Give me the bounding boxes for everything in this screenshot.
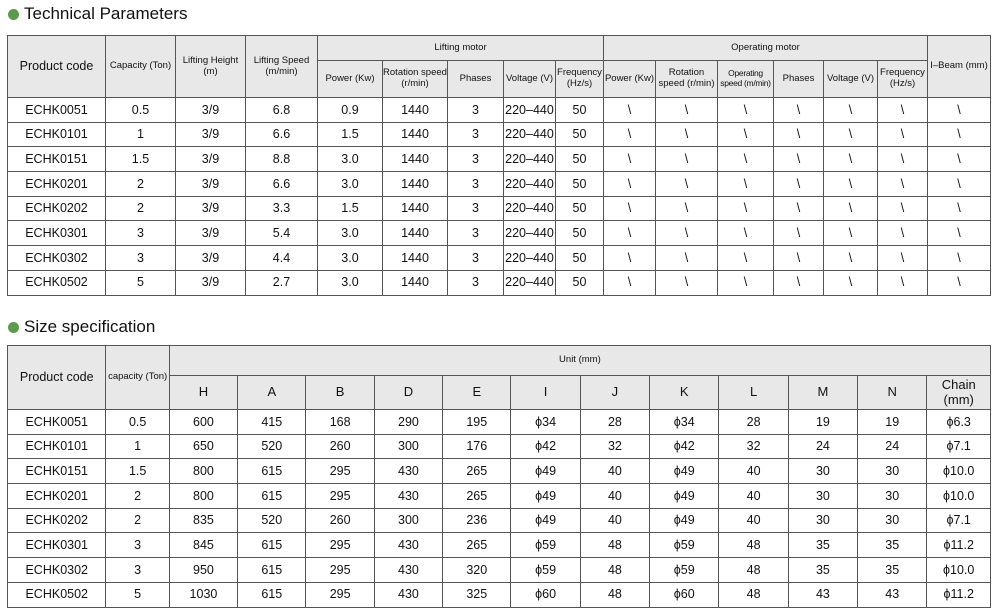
table-cell: \: [718, 147, 774, 172]
table-cell: 2.7: [246, 270, 318, 295]
group-unit: Unit (mm): [169, 346, 990, 376]
table-cell: \: [718, 172, 774, 197]
table-row: [8, 122, 991, 147]
table-cell: 320: [443, 558, 511, 583]
col-om-voltage: Voltage (V): [824, 61, 878, 98]
table-cell: 3: [448, 147, 504, 172]
table-cell: 5.4: [246, 221, 318, 246]
col-lifting-speed: Lifting Speed (m/min): [246, 36, 318, 98]
table-cell: 3.0: [318, 246, 383, 271]
table-cell: 220–440: [504, 98, 556, 123]
table-cell: ECHK0051: [8, 410, 106, 435]
table-cell: ϕ34: [650, 410, 719, 435]
table-row: [8, 196, 991, 221]
table-cell: ECHK0302: [8, 558, 106, 583]
table-cell: 48: [580, 558, 649, 583]
col-om-frequency: Frequency (Hz/s): [878, 61, 928, 98]
table-cell: ϕ59: [511, 533, 580, 558]
table-cell: \: [878, 98, 928, 123]
table-cell: 40: [719, 508, 788, 533]
table-cell: 300: [374, 434, 442, 459]
table-cell: 520: [238, 434, 306, 459]
table-cell: \: [774, 172, 824, 197]
table-cell: 50: [556, 221, 604, 246]
table-cell: 35: [858, 558, 927, 583]
col-lm-power: Power (Kw): [318, 61, 383, 98]
table-cell: \: [656, 147, 718, 172]
col-om-rotation: Rotation speed (r/min): [656, 61, 718, 98]
table-cell: 3.0: [318, 270, 383, 295]
table-cell: 30: [858, 459, 927, 484]
table-cell: 3/9: [176, 196, 246, 221]
table-cell: \: [878, 122, 928, 147]
table-cell: 28: [580, 410, 649, 435]
table-cell: ϕ49: [511, 484, 580, 509]
table-cell: 1440: [383, 246, 448, 271]
table-cell: 3/9: [176, 122, 246, 147]
table-cell: 600: [169, 410, 237, 435]
table-row: [8, 582, 991, 607]
col-capacity: capacity (Ton): [106, 346, 169, 410]
table-row: [8, 410, 991, 435]
col-d: D: [374, 376, 442, 410]
col-h: H: [169, 376, 237, 410]
table-cell: 615: [238, 459, 306, 484]
table-cell: 835: [169, 508, 237, 533]
col-om-power: Power (Kw): [604, 61, 656, 98]
table-cell: 650: [169, 434, 237, 459]
table-cell: \: [878, 147, 928, 172]
table-cell: 615: [238, 533, 306, 558]
table-cell: 3: [106, 533, 169, 558]
table-cell: ϕ49: [511, 508, 580, 533]
col-product-code: Product code: [8, 36, 106, 98]
table-cell: \: [656, 172, 718, 197]
table-cell: 800: [169, 484, 237, 509]
table-cell: 220–440: [504, 147, 556, 172]
table-cell: \: [718, 246, 774, 271]
table-cell: 3/9: [176, 221, 246, 246]
table-cell: \: [928, 196, 991, 221]
table-cell: 3: [448, 122, 504, 147]
table-cell: 43: [858, 582, 927, 607]
table-cell: 220–440: [504, 221, 556, 246]
table-cell: ECHK0151: [8, 147, 106, 172]
table-cell: 32: [580, 434, 649, 459]
table-cell: 1.5: [106, 147, 176, 172]
col-om-speed: Operating speed (m/min): [718, 61, 774, 98]
table-cell: 325: [443, 582, 511, 607]
col-n: N: [858, 376, 927, 410]
table-cell: 1440: [383, 147, 448, 172]
table-cell: 3: [448, 221, 504, 246]
table-cell: ϕ49: [650, 484, 719, 509]
table-cell: \: [656, 246, 718, 271]
table-cell: \: [774, 270, 824, 295]
table-row: [8, 558, 991, 583]
table-cell: ϕ49: [650, 508, 719, 533]
table-cell: 50: [556, 147, 604, 172]
technical-parameters-heading: [8, 4, 187, 24]
table-cell: \: [824, 122, 878, 147]
col-j: J: [580, 376, 649, 410]
col-lm-rotation: Rotation speed (r/min): [383, 61, 448, 98]
table-cell: 40: [580, 459, 649, 484]
table-cell: 50: [556, 172, 604, 197]
table-cell: 3: [448, 172, 504, 197]
table-cell: \: [604, 147, 656, 172]
table-cell: 3: [106, 221, 176, 246]
table-cell: ECHK0502: [8, 582, 106, 607]
table-cell: \: [928, 270, 991, 295]
table-cell: 30: [858, 484, 927, 509]
table-row: [8, 221, 991, 246]
table-cell: \: [718, 221, 774, 246]
table-cell: ϕ49: [511, 459, 580, 484]
table-cell: ECHK0302: [8, 246, 106, 271]
table-cell: ϕ10.0: [927, 484, 991, 509]
table-cell: 430: [374, 558, 442, 583]
table-cell: 24: [788, 434, 857, 459]
table-cell: 1.5: [318, 122, 383, 147]
table-cell: 30: [858, 508, 927, 533]
table-row: [8, 246, 991, 271]
table-cell: \: [656, 196, 718, 221]
table-row: [8, 98, 991, 123]
green-bullet-icon: [8, 9, 19, 20]
table-cell: 265: [443, 533, 511, 558]
table-cell: 32: [719, 434, 788, 459]
group-lifting-motor: Lifting motor: [318, 36, 604, 61]
table-cell: ϕ10.0: [927, 459, 991, 484]
table-cell: 615: [238, 558, 306, 583]
table-cell: 6.6: [246, 122, 318, 147]
col-om-phases: Phases: [774, 61, 824, 98]
table-cell: ϕ11.2: [927, 582, 991, 607]
table-cell: \: [656, 122, 718, 147]
table-cell: \: [824, 221, 878, 246]
table-cell: \: [718, 98, 774, 123]
group-operating-motor: Operating motor: [604, 36, 928, 61]
table-cell: ϕ6.3: [927, 410, 991, 435]
table-cell: 48: [580, 533, 649, 558]
table-cell: 3: [106, 558, 169, 583]
table-cell: ϕ7.1: [927, 508, 991, 533]
table-row: [8, 508, 991, 533]
table-cell: 8.8: [246, 147, 318, 172]
table-cell: ϕ11.2: [927, 533, 991, 558]
table-cell: 1: [106, 434, 169, 459]
table-cell: 800: [169, 459, 237, 484]
table-cell: \: [824, 270, 878, 295]
table-cell: \: [774, 196, 824, 221]
table-cell: 430: [374, 533, 442, 558]
table-cell: 1440: [383, 196, 448, 221]
table-row: [8, 533, 991, 558]
table-cell: ϕ42: [511, 434, 580, 459]
table-cell: ϕ60: [511, 582, 580, 607]
table-cell: 40: [719, 459, 788, 484]
table-cell: 5: [106, 582, 169, 607]
table-cell: 430: [374, 582, 442, 607]
col-lm-frequency: Frequency (Hz/s): [556, 61, 604, 98]
size-specification-title: Size specification: [24, 317, 156, 336]
col-chain: Chain (mm): [927, 376, 991, 410]
table-cell: ECHK0301: [8, 533, 106, 558]
table-cell: \: [878, 270, 928, 295]
col-product-code: Product code: [8, 346, 106, 410]
table-cell: \: [878, 246, 928, 271]
table-cell: \: [774, 122, 824, 147]
table-cell: \: [604, 98, 656, 123]
table-cell: \: [774, 147, 824, 172]
table-cell: 6.8: [246, 98, 318, 123]
table-cell: 2: [106, 172, 176, 197]
table-cell: \: [656, 98, 718, 123]
table-cell: \: [928, 98, 991, 123]
table-cell: \: [928, 122, 991, 147]
table-cell: \: [718, 270, 774, 295]
table-row: [8, 172, 991, 197]
table-cell: 6.6: [246, 172, 318, 197]
table-cell: 265: [443, 459, 511, 484]
table-cell: \: [824, 196, 878, 221]
col-e: E: [443, 376, 511, 410]
table-cell: 295: [306, 533, 374, 558]
table-cell: 1440: [383, 172, 448, 197]
table-cell: 290: [374, 410, 442, 435]
col-lm-voltage: Voltage (V): [504, 61, 556, 98]
table-cell: 2: [106, 484, 169, 509]
table-cell: 430: [374, 484, 442, 509]
table-cell: \: [604, 172, 656, 197]
table-cell: 295: [306, 459, 374, 484]
table-cell: ϕ60: [650, 582, 719, 607]
col-k: K: [650, 376, 719, 410]
table-cell: 1440: [383, 122, 448, 147]
table-cell: \: [604, 270, 656, 295]
table-cell: 176: [443, 434, 511, 459]
table-cell: \: [718, 196, 774, 221]
table-cell: 4.4: [246, 246, 318, 271]
table-cell: 3.0: [318, 147, 383, 172]
table-row: [8, 270, 991, 295]
table-cell: ECHK0301: [8, 221, 106, 246]
table-cell: 265: [443, 484, 511, 509]
table-cell: \: [824, 246, 878, 271]
table-cell: 950: [169, 558, 237, 583]
table-cell: 520: [238, 508, 306, 533]
table-cell: \: [656, 221, 718, 246]
table-cell: ϕ59: [650, 558, 719, 583]
table-cell: 1: [106, 122, 176, 147]
table-cell: 220–440: [504, 270, 556, 295]
table-cell: \: [824, 98, 878, 123]
table-cell: 3: [448, 196, 504, 221]
table-cell: ECHK0051: [8, 98, 106, 123]
table-cell: 3.3: [246, 196, 318, 221]
table-cell: 615: [238, 582, 306, 607]
col-lm-phases: Phases: [448, 61, 504, 98]
green-bullet-icon: [8, 322, 19, 333]
table-cell: ECHK0202: [8, 508, 106, 533]
table-cell: 168: [306, 410, 374, 435]
table-cell: 3: [448, 98, 504, 123]
table-cell: 3/9: [176, 270, 246, 295]
col-ibeam: I–Beam (mm): [928, 36, 991, 98]
table-cell: 1440: [383, 221, 448, 246]
table-cell: 48: [719, 558, 788, 583]
table-cell: 295: [306, 558, 374, 583]
table-cell: ECHK0502: [8, 270, 106, 295]
table-cell: 30: [788, 459, 857, 484]
col-capacity: Capacity (Ton): [106, 36, 176, 98]
table-cell: 615: [238, 484, 306, 509]
table-cell: 0.5: [106, 98, 176, 123]
table-cell: \: [656, 270, 718, 295]
col-l: L: [719, 376, 788, 410]
table-cell: 2: [106, 508, 169, 533]
table-cell: ϕ7.1: [927, 434, 991, 459]
table-cell: 50: [556, 122, 604, 147]
table-cell: ϕ34: [511, 410, 580, 435]
table-cell: \: [774, 98, 824, 123]
table-cell: ECHK0201: [8, 172, 106, 197]
table-cell: 3: [448, 246, 504, 271]
table-cell: \: [878, 221, 928, 246]
table-cell: 260: [306, 434, 374, 459]
table-cell: 1440: [383, 98, 448, 123]
table-cell: 40: [580, 484, 649, 509]
table-cell: 260: [306, 508, 374, 533]
table-cell: 50: [556, 196, 604, 221]
table-cell: 30: [788, 484, 857, 509]
table-cell: 220–440: [504, 246, 556, 271]
table-cell: ECHK0101: [8, 122, 106, 147]
table-cell: 24: [858, 434, 927, 459]
table-cell: 40: [719, 484, 788, 509]
table-cell: 28: [719, 410, 788, 435]
table-cell: \: [718, 122, 774, 147]
table-cell: \: [824, 172, 878, 197]
table-cell: ECHK0202: [8, 196, 106, 221]
table-cell: 415: [238, 410, 306, 435]
table-cell: ϕ42: [650, 434, 719, 459]
table-cell: 236: [443, 508, 511, 533]
table-cell: 3/9: [176, 98, 246, 123]
table-cell: 1.5: [318, 196, 383, 221]
table-cell: ϕ10.0: [927, 558, 991, 583]
table-cell: \: [878, 196, 928, 221]
table-cell: 0.9: [318, 98, 383, 123]
table-cell: 3/9: [176, 172, 246, 197]
table-cell: ECHK0151: [8, 459, 106, 484]
table-cell: 3/9: [176, 246, 246, 271]
table-cell: 3/9: [176, 147, 246, 172]
table-row: [8, 434, 991, 459]
col-a: A: [238, 376, 306, 410]
table-cell: 3.0: [318, 172, 383, 197]
col-b: B: [306, 376, 374, 410]
table-cell: \: [604, 246, 656, 271]
table-cell: 1.5: [106, 459, 169, 484]
table-cell: 195: [443, 410, 511, 435]
table-cell: 35: [788, 533, 857, 558]
table-cell: 50: [556, 246, 604, 271]
table-cell: \: [774, 246, 824, 271]
table-cell: 48: [719, 533, 788, 558]
table-cell: 845: [169, 533, 237, 558]
table-cell: 295: [306, 582, 374, 607]
table-cell: ϕ59: [650, 533, 719, 558]
table-cell: ϕ59: [511, 558, 580, 583]
size-specification-heading: [8, 317, 155, 337]
table-cell: 40: [580, 508, 649, 533]
table-cell: 0.5: [106, 410, 169, 435]
table-cell: 35: [858, 533, 927, 558]
table-cell: 50: [556, 98, 604, 123]
table-cell: \: [878, 172, 928, 197]
table-cell: 430: [374, 459, 442, 484]
table-cell: 3: [106, 246, 176, 271]
table-cell: 35: [788, 558, 857, 583]
table-cell: 220–440: [504, 172, 556, 197]
table-cell: 50: [556, 270, 604, 295]
table-cell: 2: [106, 196, 176, 221]
table-cell: \: [928, 147, 991, 172]
table-cell: \: [604, 221, 656, 246]
table-cell: 5: [106, 270, 176, 295]
table-cell: 1440: [383, 270, 448, 295]
table-cell: ECHK0201: [8, 484, 106, 509]
table-cell: \: [928, 221, 991, 246]
col-lifting-height: Lifting Height (m): [176, 36, 246, 98]
technical-parameters-title: Technical Parameters: [24, 4, 188, 23]
table-cell: 220–440: [504, 122, 556, 147]
table-cell: \: [824, 147, 878, 172]
table-cell: 48: [719, 582, 788, 607]
table-row: [8, 459, 991, 484]
table-row: [8, 147, 991, 172]
table-cell: \: [604, 196, 656, 221]
table-cell: 43: [788, 582, 857, 607]
table-cell: ϕ49: [650, 459, 719, 484]
col-m: M: [788, 376, 857, 410]
col-i: I: [511, 376, 580, 410]
table-cell: 19: [858, 410, 927, 435]
table-row: [8, 484, 991, 509]
table-cell: 30: [788, 508, 857, 533]
table-cell: 3: [448, 270, 504, 295]
table-cell: \: [774, 221, 824, 246]
table-cell: \: [928, 172, 991, 197]
table-cell: 48: [580, 582, 649, 607]
table-cell: \: [604, 122, 656, 147]
table-cell: 19: [788, 410, 857, 435]
table-cell: 300: [374, 508, 442, 533]
table-cell: 295: [306, 484, 374, 509]
table-cell: \: [928, 246, 991, 271]
table-cell: 1030: [169, 582, 237, 607]
size-specification-table: [7, 345, 991, 608]
technical-parameters-table: [7, 35, 991, 296]
table-cell: 3.0: [318, 221, 383, 246]
table-cell: 220–440: [504, 196, 556, 221]
table-cell: ECHK0101: [8, 434, 106, 459]
